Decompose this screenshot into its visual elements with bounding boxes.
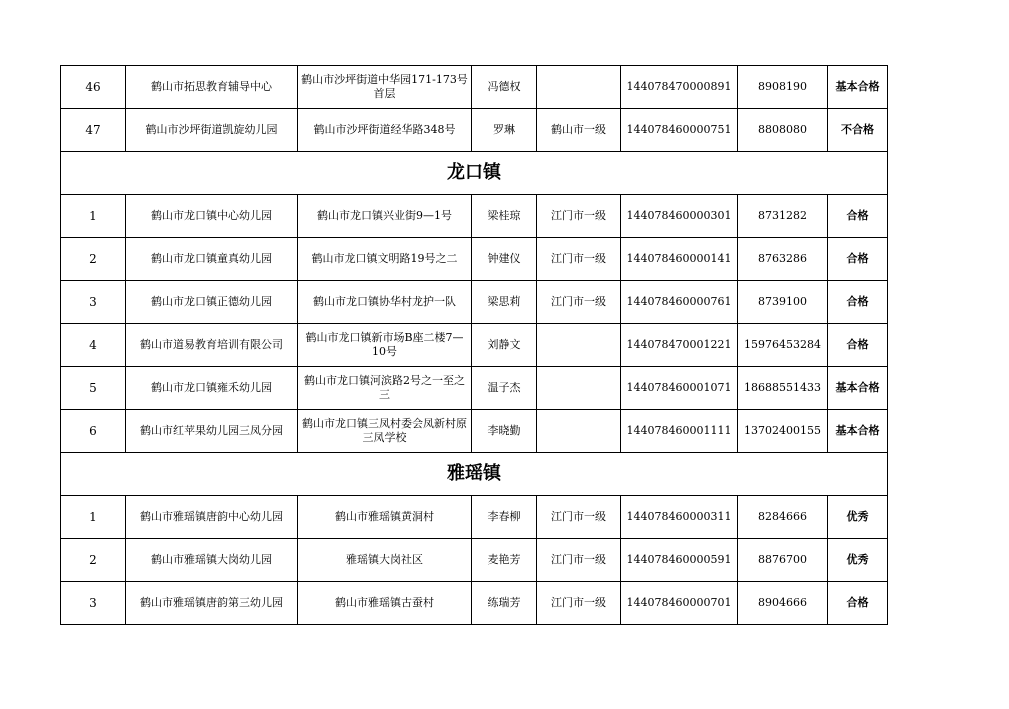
- grade-level: 江门市一级: [537, 281, 621, 324]
- institution-name: 鹤山市龙口镇中心幼儿园: [126, 195, 298, 238]
- license-code: 144078460000701: [621, 582, 738, 625]
- row-number: 6: [61, 410, 126, 453]
- row-number: 2: [61, 238, 126, 281]
- contact-person: 刘静文: [472, 324, 537, 367]
- contact-person: 李春柳: [472, 496, 537, 539]
- phone-number: 13702400155: [738, 410, 828, 453]
- row-number: 3: [61, 582, 126, 625]
- institution-name: 鹤山市道易教育培训有限公司: [126, 324, 298, 367]
- institution-address: 鹤山市龙口镇新市场B座二楼7—10号: [298, 324, 472, 367]
- row-number: 1: [61, 195, 126, 238]
- institution-address: 鹤山市沙坪街道中华园171-173号首层: [298, 66, 472, 109]
- phone-number: 8904666: [738, 582, 828, 625]
- inspection-result: 合格: [828, 324, 888, 367]
- grade-level: 江门市一级: [537, 238, 621, 281]
- phone-number: 8284666: [738, 496, 828, 539]
- table-row: [61, 582, 888, 625]
- row-number: 47: [61, 109, 126, 152]
- license-code: 144078460000761: [621, 281, 738, 324]
- phone-number: 8876700: [738, 539, 828, 582]
- phone-number: 15976453284: [738, 324, 828, 367]
- table-row: [61, 367, 888, 410]
- inspection-result: 基本合格: [828, 66, 888, 109]
- phone-number: 8908190: [738, 66, 828, 109]
- table-row: [61, 109, 888, 152]
- license-code: 144078460000141: [621, 238, 738, 281]
- license-code: 144078460000301: [621, 195, 738, 238]
- inspection-result: 合格: [828, 195, 888, 238]
- phone-number: 8763286: [738, 238, 828, 281]
- license-code: 144078460000591: [621, 539, 738, 582]
- institution-address: 鹤山市龙口镇协华村龙护一队: [298, 281, 472, 324]
- contact-person: 温子杰: [472, 367, 537, 410]
- contact-person: 钟建仪: [472, 238, 537, 281]
- table-row: [61, 410, 888, 453]
- institution-address: 鹤山市雅瑶镇古蚕村: [298, 582, 472, 625]
- institution-name: 鹤山市龙口镇童真幼儿园: [126, 238, 298, 281]
- table-row: [61, 66, 888, 109]
- row-number: 1: [61, 496, 126, 539]
- table-row: [61, 324, 888, 367]
- grade-level: 江门市一级: [537, 539, 621, 582]
- phone-number: 8731282: [738, 195, 828, 238]
- table-row: [61, 281, 888, 324]
- institution-address: 鹤山市龙口镇兴业街9—1号: [298, 195, 472, 238]
- institution-name: 鹤山市红苹果幼儿园三凤分园: [126, 410, 298, 453]
- inspection-result: 不合格: [828, 109, 888, 152]
- contact-person: 李晓勤: [472, 410, 537, 453]
- row-number: 2: [61, 539, 126, 582]
- institution-name: 鹤山市雅瑶镇唐韵中心幼儿园: [126, 496, 298, 539]
- table-row: [61, 195, 888, 238]
- section-header-row: [61, 453, 888, 496]
- table-body: [61, 66, 888, 625]
- table-row: [61, 539, 888, 582]
- grade-level: [537, 324, 621, 367]
- institution-name: 鹤山市雅瑶镇大岗幼儿园: [126, 539, 298, 582]
- row-number: 46: [61, 66, 126, 109]
- inspection-result: 优秀: [828, 496, 888, 539]
- inspection-result: 合格: [828, 281, 888, 324]
- institution-address: 鹤山市龙口镇三凤村委会凤新村原三凤学校: [298, 410, 472, 453]
- institution-name: 鹤山市龙口镇正德幼儿园: [126, 281, 298, 324]
- inspection-result: 合格: [828, 238, 888, 281]
- institution-address: 鹤山市沙坪街道经华路348号: [298, 109, 472, 152]
- grade-level: 江门市一级: [537, 582, 621, 625]
- row-number: 5: [61, 367, 126, 410]
- section-title: 雅瑶镇: [61, 453, 888, 496]
- institution-name: 鹤山市雅瑶镇唐韵第三幼儿园: [126, 582, 298, 625]
- section-title: 龙口镇: [61, 152, 888, 195]
- grade-level: 江门市一级: [537, 195, 621, 238]
- inspection-result: 基本合格: [828, 410, 888, 453]
- license-code: 144078470000891: [621, 66, 738, 109]
- license-code: 144078460001071: [621, 367, 738, 410]
- institution-address: 鹤山市龙口镇文明路19号之二: [298, 238, 472, 281]
- license-code: 144078470001221: [621, 324, 738, 367]
- table-row: [61, 238, 888, 281]
- inspection-result: 基本合格: [828, 367, 888, 410]
- table-row: [61, 496, 888, 539]
- kindergarten-inspection-table: [60, 65, 888, 625]
- contact-person: 梁桂琼: [472, 195, 537, 238]
- grade-level: [537, 367, 621, 410]
- row-number: 4: [61, 324, 126, 367]
- contact-person: 罗琳: [472, 109, 537, 152]
- institution-name: 鹤山市龙口镇雍禾幼儿园: [126, 367, 298, 410]
- grade-level: [537, 410, 621, 453]
- institution-address: 雅瑶镇大岗社区: [298, 539, 472, 582]
- row-number: 3: [61, 281, 126, 324]
- section-header-row: [61, 152, 888, 195]
- contact-person: 练瑞芳: [472, 582, 537, 625]
- institution-address: 鹤山市雅瑶镇黄洞村: [298, 496, 472, 539]
- inspection-result: 优秀: [828, 539, 888, 582]
- phone-number: 8739100: [738, 281, 828, 324]
- inspection-result: 合格: [828, 582, 888, 625]
- institution-address: 鹤山市龙口镇河滨路2号之一至之三: [298, 367, 472, 410]
- grade-level: [537, 66, 621, 109]
- license-code: 144078460001111: [621, 410, 738, 453]
- institution-name: 鹤山市沙坪街道凯旋幼儿园: [126, 109, 298, 152]
- license-code: 144078460000311: [621, 496, 738, 539]
- contact-person: 冯德权: [472, 66, 537, 109]
- institution-name: 鹤山市拓思教育辅导中心: [126, 66, 298, 109]
- phone-number: 8808080: [738, 109, 828, 152]
- license-code: 144078460000751: [621, 109, 738, 152]
- grade-level: 江门市一级: [537, 496, 621, 539]
- contact-person: 麦艳芳: [472, 539, 537, 582]
- contact-person: 梁思莉: [472, 281, 537, 324]
- phone-number: 18688551433: [738, 367, 828, 410]
- grade-level: 鹤山市一级: [537, 109, 621, 152]
